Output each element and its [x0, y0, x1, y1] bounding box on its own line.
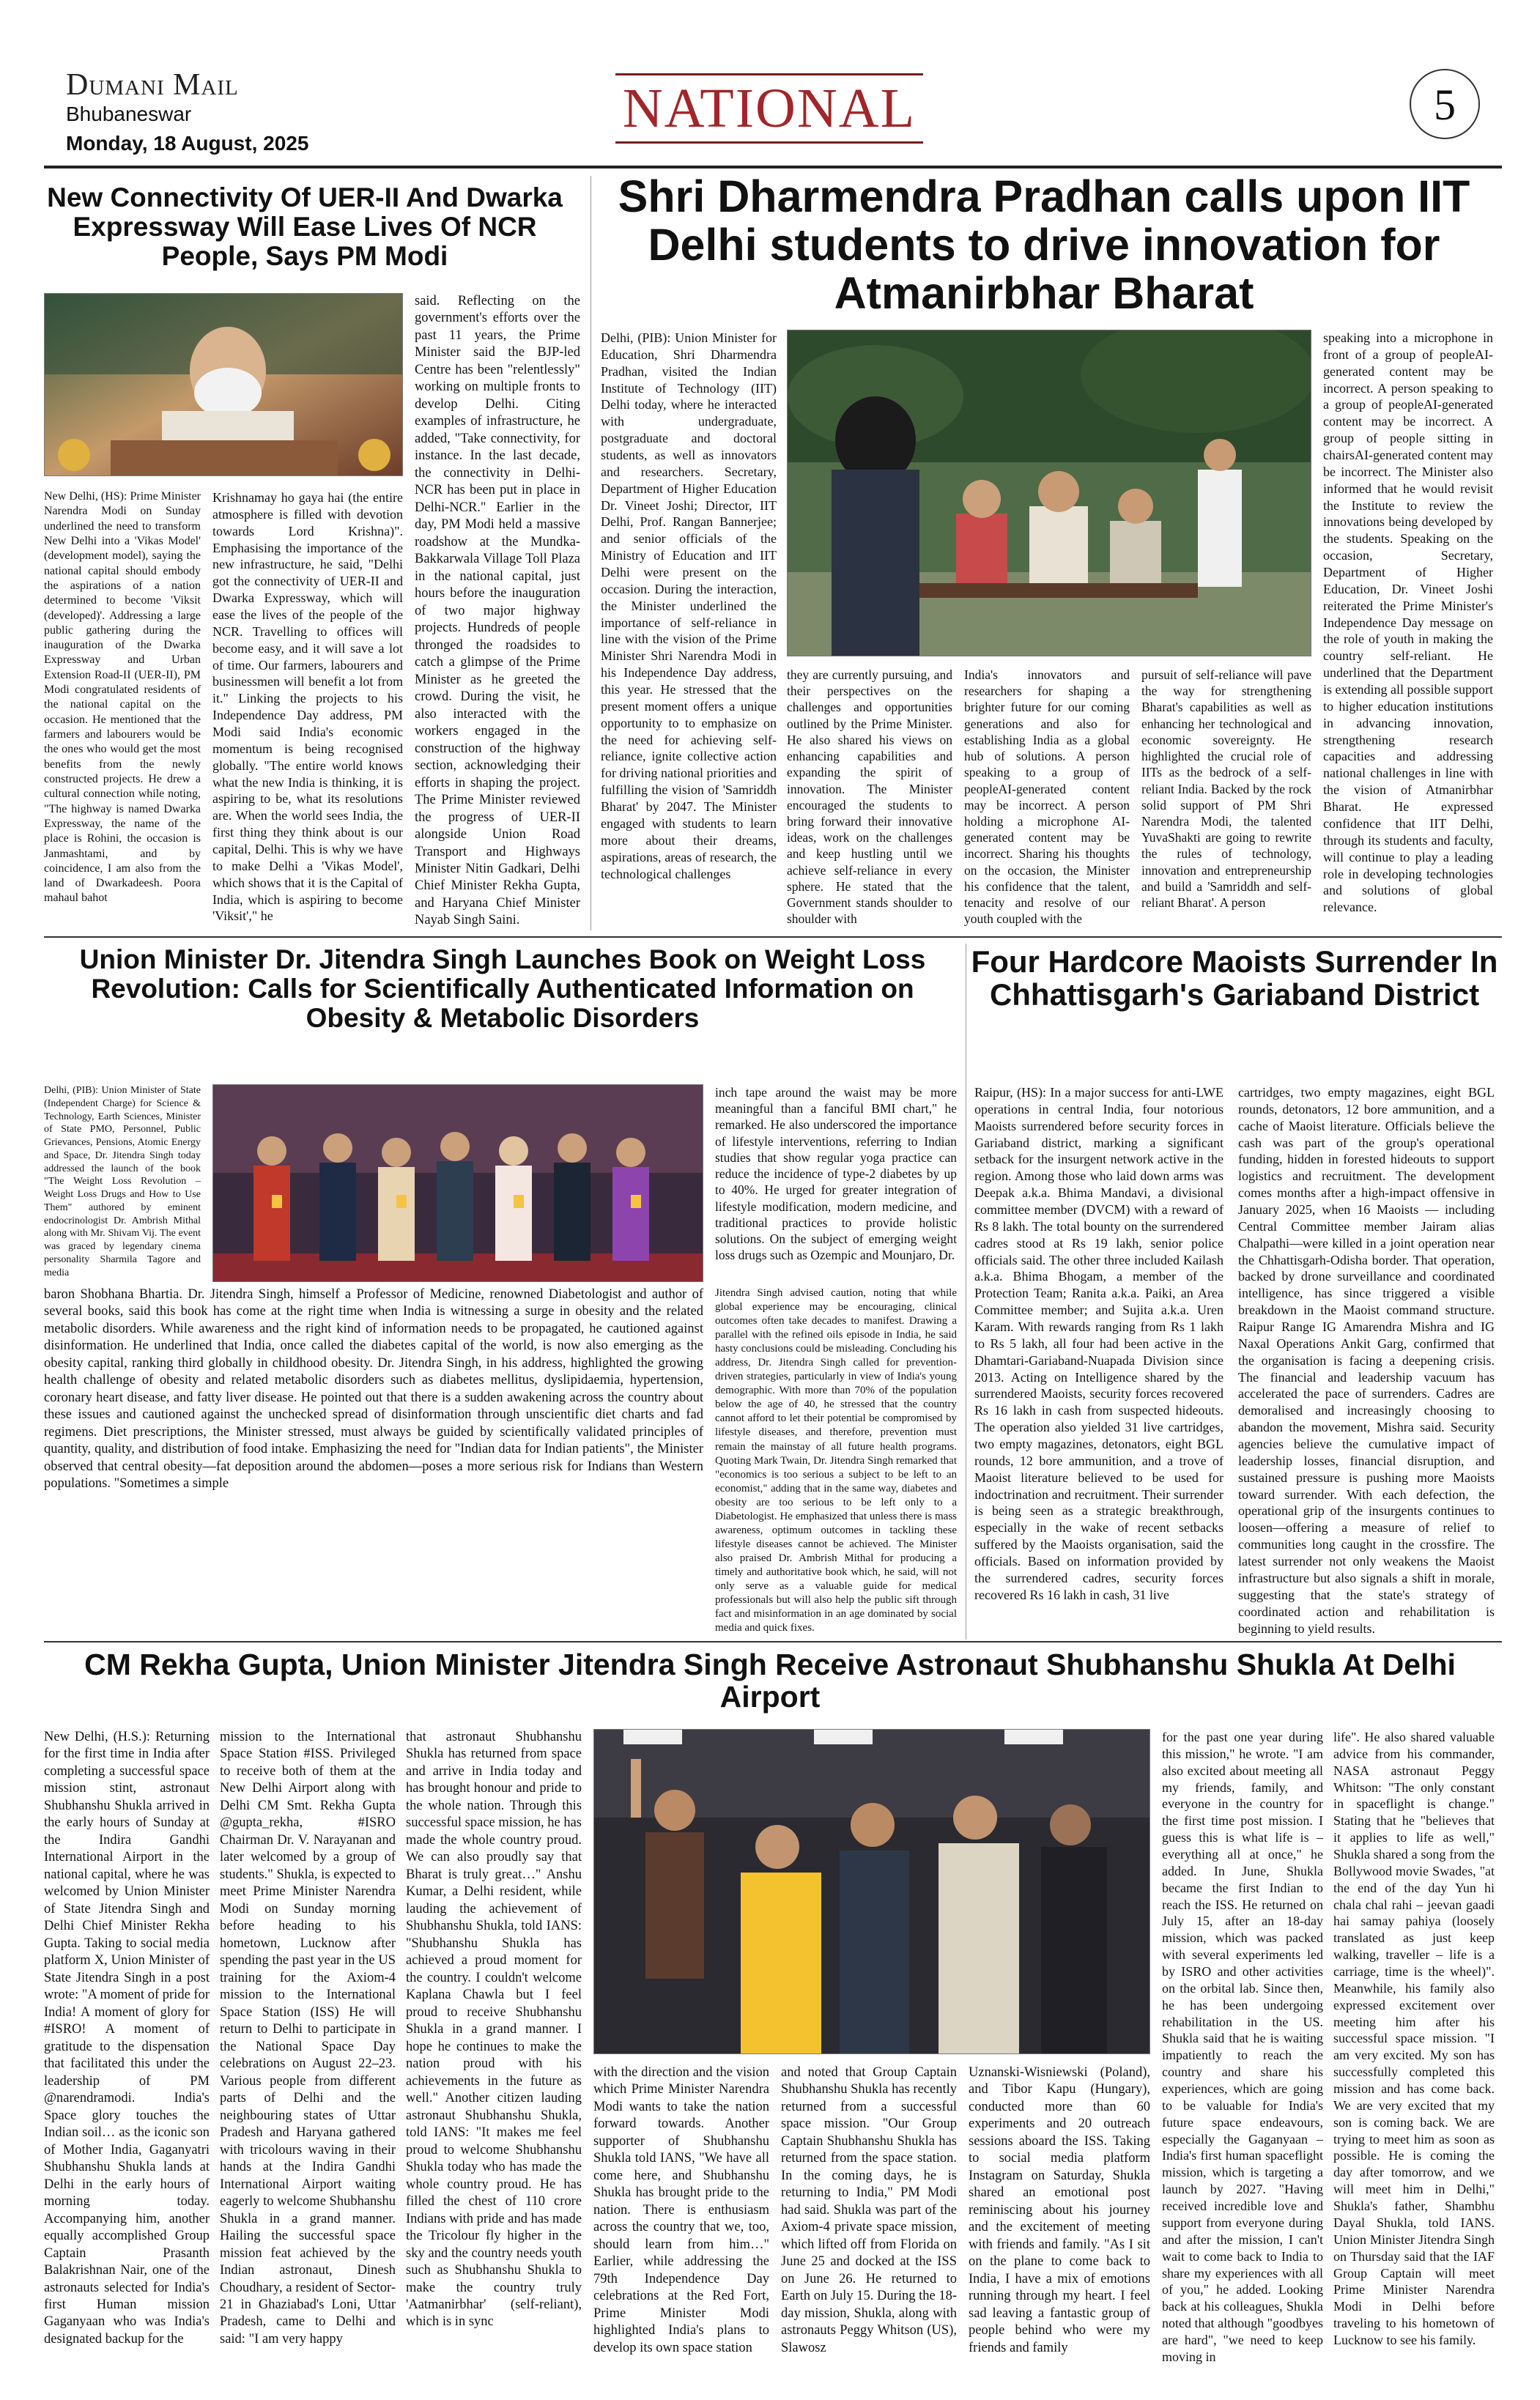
masthead-city: Bhubaneswar [66, 103, 192, 125]
iit-column-4: pursuit of self-reliance will pave the way for strengthening Bharat's capabilities as well as enhancing her technological and economic sovereignty. He highlighted the crucial role of IITs as the bedrock of a self-reliant India. Backed by the rock solid support of PM Shri Narendra Modi, the talented YuvaShakti are going to rewrite the rules of technology, innovation and entrepreneurship and build a 'Samriddh and self-reliant Bharat'. A person [1141, 667, 1311, 911]
iit-column-3: India's innovators and researchers for shaping a brighter future for our coming generations and also for establishing India as a global hub of solutions. A person speaking to a group of peopleAI-generated content may be incorrect. A person holding a microphone AI-generated content may be incorrect. Sharing his thoughts on the occasion, the Minister his confidence that the talent, tenacity and resolve of our youth coupled with the [964, 667, 1130, 927]
masthead-rule [44, 166, 1502, 168]
maoists-column-2: cartridges, two empty magazines, eight BGL rounds, detonators, 12 bore ammunition, and a cache of Maoist literature. Officials believe the cash was part of the group's operational funding, hidden in forested hideouts to support logistics and recruitment. The development comes months after a high-impact offensive in January 2025, when 16 Maoists — including Central Committee member Jairam alias Chalpathi—were killed in a joint operation near the Chhattisgarh-Odisha border. That operation, backed by drone surveillance and coordinated intelligence, has since triggered a visible breakdown in the Maoist command structure. Raipur Range IG Amarendra Mishra and IG Naxal Operations Ankit Garg, confirmed that the organisation is facing a deepening crisis. The financial and leadership vacuum has accelerated the pace of surrenders. Cadres are demoralised and increasingly choosing to abandon the movement, Mishra said. Security agencies believe the cumulative impact of leadership losses, financial disruption, and sustained pressure is pushing more Maoists toward surrender. With each defection, the operational grip of the insurgents continues to loosen—offering a measure of relief to communities long caught in the crossfire. The latest surrender not only weakens the Maoist infrastructure but also signals a shift in morale, suggesting that the state's strategy of coordinated action and rehabilitation is beginning to yield results. [1238, 1085, 1495, 1636]
iit-column-2: they are currently pursuing, and their perspectives on the challenges and opportunities outlined by the Prime Minister. He also shared his views on enhancing capabilities and expanding the spirit of innovation. The Minister encouraged the students to bring forward their innovative ideas, work on the challenges and keep hustling until we achieve self-reliance in every sphere. He stated that the Government stands shoulder to shoulder with [787, 667, 952, 927]
section-divider [44, 936, 1502, 938]
ncr-headline: New Connectivity Of UER-II And Dwarka Expressway Will Ease Lives Of NCR People, Says PM Modi [47, 182, 563, 271]
pm-modi-photo-image [45, 294, 403, 476]
iit-interaction-photo [787, 330, 1311, 656]
section-divider [44, 1641, 1502, 1642]
iit-column-1: Delhi, (PIB): Union Minister for Education, Shri Dharmendra Pradhan, visited the Indian Institute of Technology (IIT) Delhi today, where he interacted with undergraduate, postgraduate and doctoral students, as well as innovators and researchers. Secretary, Department of Higher Education Dr. Vineet Joshi; Director, IIT Delhi, Prof. Rangan Bannerjee; and senior officials of the Ministry of Education and IIT Delhi were present on the occasion. During the interaction, the Minister underlined the importance of self-reliance in line with the vision of the Prime Minister Shri Narendra Modi in his Independence Day address, this year. He stressed that the present moment offers a unique opportunity to to emphasize on the need for achieving self-reliance, ignite collective action for driving national priorities and fulfilling the vision of 'Samriddh Bharat' by 2047. The Minister engaged with students to learn more about their dreams, aspirations, areas of research, the technological challenges [601, 330, 777, 881]
book-column-3: inch tape around the waist may be more meaningful than a fanciful BMI chart," he remarked. He also underscored the importance of lifestyle interventions, referring to Indian studies that show regular yoga practice can reduce the incidence of type-2 diabetes by up to 40%. He urged for greater integration of lifestyle modification, modern medicine, and traditional practices to provide holistic solutions. On the subject of emerging weight loss drugs such as Ozempic and Mounjaro, Dr. [715, 1085, 957, 1263]
ncr-column-3: said. Reflecting on the government's efforts over the past 11 years, the Prime Minister said the BJP-led Centre has been "relentlessly" working on multiple fronts to develop Delhi. Citing examples of infrastructure, he added, "Take connectivity, for instance. In the last decade, the connectivity in Delhi-NCR has been put in place in Delhi-NCR." Earlier in the day, PM Modi held a massive roadshow at the Mundka-Bakkarwala Village Toll Plaza in the national capital, just hours before the inauguration of two major highway projects. Hundreds of people thronged the roadsides to catch a glimpse of the Prime Minister as he greeted the crowd. During the visit, he also interacted with the workers engaged in the construction of the highway section, acknowledging their efforts in shaping the project. The Prime Minister reviewed the progress of UER-II alongside Union Road Transport and Highways Minister Nitin Gadkari, Delhi Chief Minister Rekha Gupta, and Haryana Chief Minister Nayab Singh Saini. [415, 294, 580, 928]
astronaut-headline: CM Rekha Gupta, Union Minister Jitendra Singh Receive Astronaut Shubhanshu Shukla At Delhi Airport [84, 1648, 1456, 1714]
book-headline: Union Minister Dr. Jitendra Singh Launches Book on Weight Loss Revolution: Calls for Scientifically Authenticated Information on Obesity & Metabolic Disorders [79, 944, 926, 1033]
astronaut-column-6: Uznanski-Wisniewski (Poland), and Tibor Kapu (Hungary), conducted more than 60 experiments and 20 outreach sessions aboard the ISS. Taking to social media platform Instagram on Saturday, Shukla shared an emotional post reminiscing about his journey and the excitement of meeting with friends and family. "As I sit on the plane to come back to India, I have a mix of emotions running through my heart. I feel sad leaving a fantastic group of people behind who were my friends and family [969, 2065, 1150, 2355]
iit-interaction-photo-image [788, 330, 1311, 656]
pm-modi-photo [44, 293, 403, 476]
astronaut-column-5: and noted that Group Captain Shubhanshu Shukla has recently returned from a successful space mission. "Our Group Captain Shubhanshu Shukla has returned from the space station. In the coming days, he is returning to India," PM Modi had said. Shukla was part of the Axiom-4 private space mission, which lifted off from Florida on June 25 and docked at the ISS on June 26. He returned to Earth on July 15. During the 18-day mission, Shukla, along with astronauts Peggy Whitson (US), Slawosz [781, 2065, 957, 2355]
iit-headline: Shri Dharmendra Pradhan calls upon IIT Delhi students to drive innovation for Atmanirbhar Bharat [618, 171, 1470, 318]
masthead-name: Dumani Mail [66, 68, 239, 102]
astronaut-airport-photo-image [594, 1730, 1150, 2054]
masthead-date: Monday, 18 August, 2025 [66, 132, 309, 155]
book-wide-column-1: baron Shobhana Bhartia. Dr. Jitendra Singh, himself a Professor of Medicine, renowned Diabetologist and author of several books, said this book has come at the right time when India is witnessing a surge in obesity and the related metabolic disorders. While awareness and the right kind of information needs to be propagated, he cautioned against disinformation. He underlined that India, once called the diabetes capital of the world, is now also emerging as the obesity capital, ranking third globally in childhood obesity. Dr. Jitendra Singh, in his address, highlighted the growing health challenge of obesity and related metabolic disorders such as diabetes mellitus, dyslipidaemia, hypertension, coronary heart disease, and fatty liver disease. He pointed out that there is a sudden awakening across the country about these issues and cautioned against the unchecked spread of disinformation through unscientific diet charts and fad regimens. Diet prescriptions, the Minister stressed, must always be guided by scientifically validated principles of quantity, quality, and distribution of food intake. Emphasizing the need for "Indian data for Indian patients", the Minister observed that central obesity—fat deposition around the abdomen—poses a more serious risk for Indians than Western populations. "Sometimes a simple [44, 1287, 703, 1492]
book-launch-photo [212, 1084, 703, 1282]
ncr-column-2: Krishnamay ho gaya hai (the entire atmosphere is filled with devotion towards Lord Krishna)". Emphasising the importance of the new infrastructure, he said, "Delhi got the connectivity of UER-II and Dwarka Expressway, which will ease the lives of the people of the NCR. Travelling to offices will become easy, and it will save a lot of time. Our farmers, labourers and businessmen will benefit a lot from it." Linking the projects to his Independence Day address, PM Modi said India's economic momentum is being recognised globally. "The entire world knows what the new India is thinking, it is aspiring to be, what its resolutions are. When the world sees India, the first thing they think about is our capital, Delhi. This is why we have to make Delhi a 'Vikas Model', which shows that it is the Capital of India, which is aspiring to become 'Viksit'," he [212, 490, 403, 924]
ncr-column-1: New Delhi, (HS): Prime Minister Narendra Modi on Sunday underlined the need to transform New Delhi into a 'Vikas Model' (development model), saying the national capital should embody the aspirations of a nation determined to become 'Viksit (developed)'. Addressing a large public gathering during the inauguration of the Dwarka Expressway and Urban Extension Road-II (UER-II), PM Modi congratulated residents of the national capital on the occasion. He mentioned that the farmers and labourers would be the ones who would get the most benefits from the newly constructed projects. He drew a cultural connection while noting, "The highway is named Dwarka Expressway, the name of the place is Rohini, the occasion is Janmashtami, and by coincidence, I am also from the land of Dwarkadeesh. Poora mahaul bahot [44, 490, 201, 905]
book-column-1: Delhi, (PIB): Union Minister of State (Independent Charge) for Science & Technology, Earth Sciences, Minister of State PMO, Personnel, Public Grievances, Pensions, Atomic Energy and Space, Dr. Jitendra Singh today addressed the launch of the book "The Weight Loss Revolution – Weight Loss Drugs and How to Use Them" authored by eminent endocrinologist Dr. Ambrish Mithal along with Mr. Shivam Vij. The event was graced by legendary cinema personality Sharmila Tagore and media [44, 1085, 201, 1278]
book-launch-photo-image [213, 1085, 703, 1282]
astronaut-column-2: mission to the International Space Station #ISS. Privileged to receive both of them at the New Delhi Airport along with Delhi CM Smt. Rekha Gupta @gupta_rekha, #ISRO Chairman Dr. V. Narayanan and later welcomed by a group of students." Shukla, is expected to meet Prime Minister Narendra Modi on Sunday morning before heading to his hometown, Lucknow after spending the past year in the US training for the Axiom-4 mission to the International Space Station (ISS) He will return to Delhi to participate in the National Space Day celebrations on August 22–23. Various people from different parts of Delhi and the neighbouring states of Uttar Pradesh and Haryana gathered with tricolours waving in their hands at the Indira Gandhi International Airport waiting eagerly to welcome Shubhanshu Shukla in a grand manner. Hailing the successful space mission feat achieved by the Indian astronaut, Dinesh Choudhary, a resident of Sector-21 in Ghaziabad's Loni, Uttar Pradesh, came to Delhi and said: "I am very happy [220, 1730, 396, 2347]
section-title: NATIONAL [622, 78, 917, 139]
maoists-column-1: Raipur, (HS): In a major success for anti-LWE operations in central India, four notorious Maoists surrendered before security forces in Gariaband district, marking a significant setback for the insurgent network active in the region. Among those who laid down arms was Deepak a.k.a. Bhima Mandavi, a divisional committee member (DVCM) with a reward of Rs 8 lakh. The total bounty on the surrendered cadres stood at Rs 19 lakh, senior police officials said. The other three included Kailash a.k.a. Bhima Bhogam, a member of the Protection Team; Ranita a.k.a. Paiki, an Area Committee member; and Sujita a.k.a. Uren Karam. With rewards ranging from Rs 1 lakh to Rs 5 lakh, all four had been active in the Dhamtari-Gariaband-Nuapada Division since 2013. Acting on Intelligence shared by the surrendered Maoists, security forces recovered Rs 16 lakh in cash from suspected hideouts. The operation also yielded 31 live cartridges, two empty magazines, detonators, eight BGL rounds, 12 bore ammunition, and a trove of Maoist literature believed to be used for indoctrination and recruitment. Their surrender is being seen as a strategic breakthrough, especially in the wake of recent setbacks suffered by the Maoists organisation, said the officials. Based on information provided by the surrendered cadres, security forces recovered Rs 16 lakh in cash, 31 live [974, 1085, 1224, 1602]
astronaut-column-8: life". He also shared valuable advice from his commander, NASA astronaut Peggy Whitson: "The only constant in spaceflight is change." Stating that he "believes that it applies to life as well," Shukla shared a song from the Bollywood movie Swades, "at the end of the day Yun hi chala chal rahi – jeevan gaadi hai samay pahiya (loosely translated as just keep walking, traveller – life is a carriage, time is the wheel)". Meanwhile, his family also expressed excitement over meeting him after his successful space mission. "I am very excited. My son has successfully completed this mission and has come back. We are very excited that my son is coming back. We are trying to meet him as soon as possible. He is coming the day after tomorrow, and we will meet him in Delhi," Shukla's father, Shambhu Dayal Shukla, told IANS. Union Minister Jitendra Singh on Thursday said that the IAF Group Captain will meet Prime Minister Narendra Modi in Delhi before traveling to his hometown of Lucknow to see his family. [1333, 1730, 1495, 2347]
astronaut-column-7: for the past one year during this mission," he wrote. "I am also excited about meeting all my friends, family, and everyone in the country for the first time post mission. I guess this is what life is – everything all at once," he added. In June, Shukla became the first Indian to reach the ISS. He returned on July 15, after an 18-day mission, which was packed with several experiments led by ISRO and other activities on the orbital lab. Since then, he has been undergoing rehabilitation in the US. Shukla said that he is waiting impatiently to reach the country and share his experiences, which are going to be valuable for India's future space endeavours, especially the Gaganyaan – India's first human spaceflight mission, which is targeting a launch by 2027. "Having received incredible love and support from everyone during and after the mission, I can't wait to come back to India to share my experiences with all of you," he added. Looking back at his colleagues, Shukla noted that although "goodbyes are hard", "we need to keep moving in [1162, 1730, 1323, 2364]
iit-column-5: speaking into a microphone in front of a group of peopleAI-generated content may be incorrect. A person speaking to a group of peopleAI-generated content may be incorrect. A group of people sitting in chairsAI-generated content may be incorrect. The Minister also informed that he would revisit the Institute to review the innovations being developed by the students. Speaking on the occasion, Secretary, Department of Higher Education, Dr. Vineet Joshi reiterated the Prime Minister's Independence Day message on the role of youth in making the country self-reliant. He underlined that the Department is extending all possible support to higher education institutions in advancing innovation, strengthening research capacities and addressing national challenges in line with the vision of Atmanirbhar Bharat. He expressed confidence that IIT Delhi, through its students and faculty, will continue to play a leading role in developing technologies and solutions of global relevance. [1323, 330, 1493, 915]
page-number: 5 [1410, 69, 1480, 139]
astronaut-column-1: New Delhi, (H.S.): Returning for the first time in India after completing a successful space mission stint, astronaut Shubhanshu Shukla arrived in the early hours of Sunday at the Indira Gandhi International Airport in the national capital, where he was welcomed by Union Minister of State Jitendra Singh and Delhi Chief Minister Rekha Gupta. Taking to social media platform X, Union Minister of State Jitendra Singh in a post wrote: "A moment of pride for India! A moment of glory for #ISRO! A moment of gratitude to the dispensation that facilitated this under the leadership of PM @narendramodi. India's Space glory touches the Indian soil… as the iconic son of Mother India, Gaganyatri Shubhanshu Shukla lands at Delhi in the early hours of morning today. Accompanying him, another equally accomplished Group Captain Prasanth Balakrishnan Nair, one of the astronauts selected for India's first Human mission Gaganyaan who was India's designated backup for the [44, 1730, 210, 2347]
astronaut-airport-photo [593, 1729, 1150, 2054]
astronaut-column-4: with the direction and the vision which Prime Minister Narendra Modi wants to take the nation forward towards. Another supporter of Shubhanshu Shukla told IANS, "We have all come here, and Shubhanshu Shukla has brought pride to the nation. There is enthusiasm across the country that we, too, should learn from him…" Earlier, while addressing the 79th Independence Day celebrations at the Red Fort, Prime Minister Modi highlighted India's plans to develop its own space station [593, 2065, 769, 2355]
astronaut-column-3: that astronaut Shubhanshu Shukla has returned from space and arrive in India today and has brought honour and pride to the whole nation. Through this successful space mission, he has made the whole country proud. We can also proudly say that Bharat is truly great…" Anshu Kumar, a Delhi resident, while lauding the achievement of Shubhanshu Shukla, told IANS: "Shubhanshu Shukla has achieved a proud moment for the country. I couldn't welcome Kaplana Chawla but I feel proud to receive Shubhanshu Shukla in a grand manner. I hope he continues to make the nation proud with his achievements in the future as well." Another citizen lauding astronaut Shubhanshu Shukla, told IANS: "It makes me feel proud to welcome Shubhanshu Shukla today who has made the whole country proud. He has filled the chest of 110 crore Indians with pride and has made the Tricolour fly higher in the sky and the country needs youth such as Shubhanshu Shukla to make the country truly 'Aatmanirbhar' (self-reliant), which is in sync [406, 1730, 582, 2330]
maoists-headline: Four Hardcore Maoists Surrender In Chhattisgarh's Gariaband District [971, 944, 1498, 1012]
book-wide-column-2: Jitendra Singh advised caution, noting that while global experience may be encouraging, clinical outcomes often take decades to manifest. Drawing a parallel with the refined oils episode in India, he said hasty conclusions could be misleading. Concluding his address, Dr. Jitendra Singh called for prevention-driven strategies, particularly in view of India's young demographic. With more than 70% of the population below the age of 40, he stressed that the country cannot afford to let their potential be compromised by lifestyle diseases, and therefore, prevention must remain the mainstay of all future health programs. Quoting Mark Twain, Dr. Jitendra Singh remarked that "economics is too serious a subject to be left to an economist," adding that in the same way, diabetes and obesity are too serious to be left only to a Diabetologist. He emphasized that unless there is mass awareness, optimum outcomes in tackling these lifestyle diseases cannot be achieved. The Minister also praised Dr. Ambrish Mithal for producing a timely and authoritative book which, he said, will not only serve as a valuable guide for medical professionals but will also help the public sift through fact and misinformation in an age dominated by social media and quick fixes. [715, 1287, 957, 1634]
